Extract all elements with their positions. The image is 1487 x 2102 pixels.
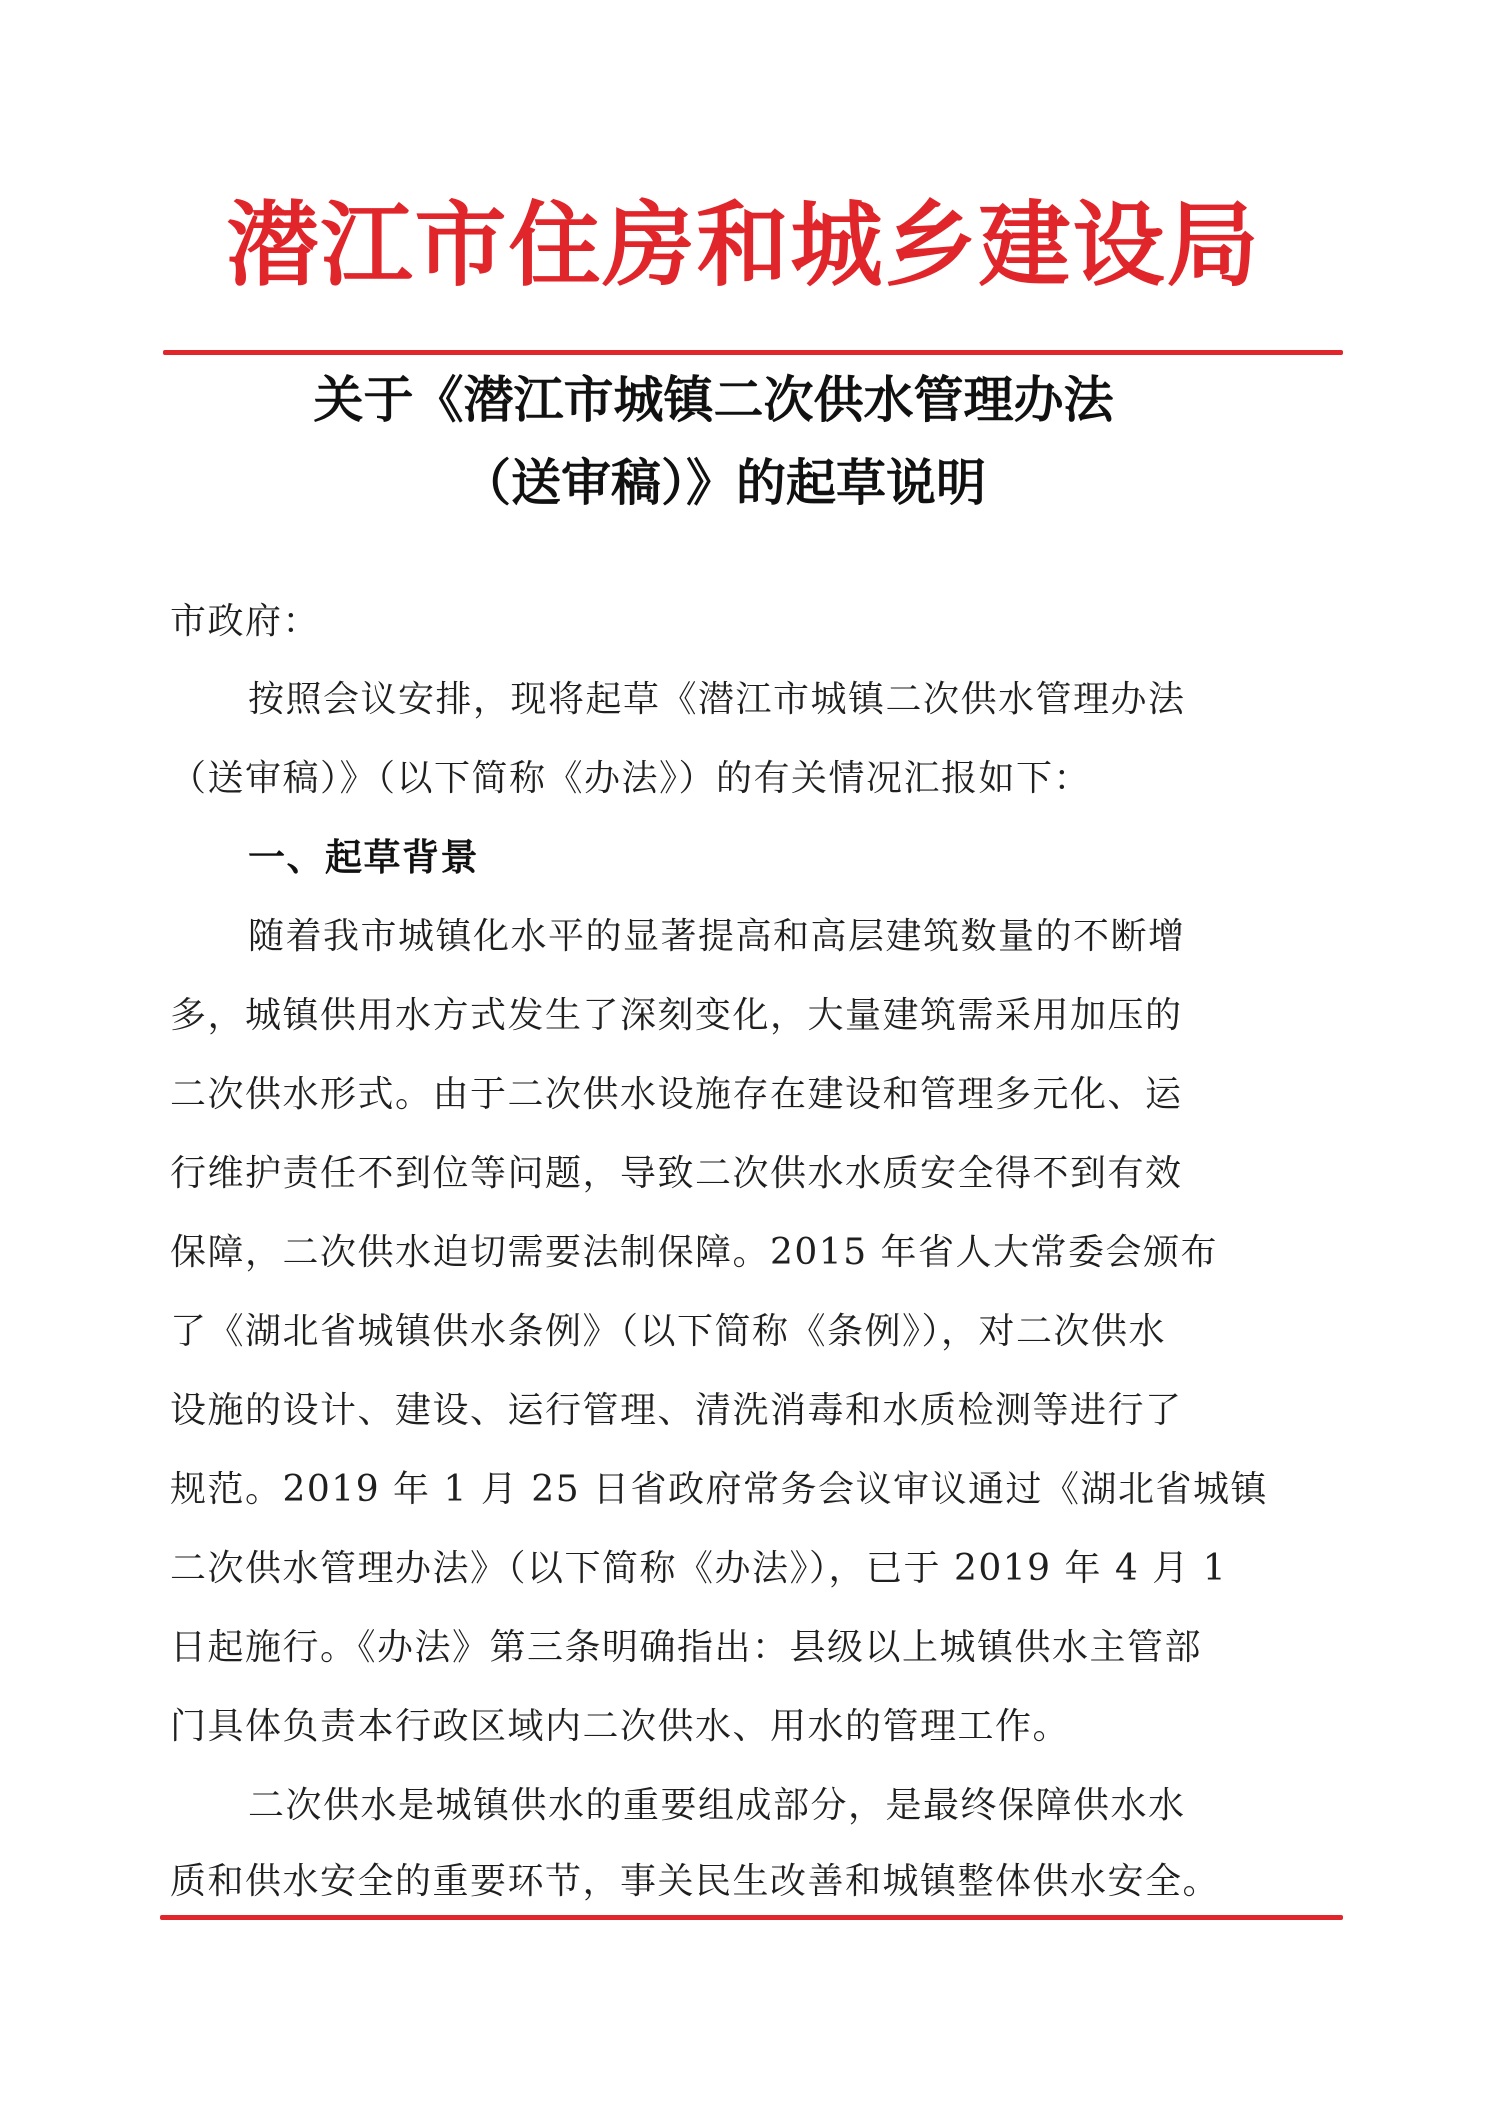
paragraph-line: 二次供水是城镇供水的重要组成部分，是最终保障供水水 xyxy=(248,1785,1186,1826)
footer-red-rule xyxy=(160,1915,1343,1920)
paragraph-line: 质和供水安全的重要环节，事关民生改善和城镇整体供水安全。 xyxy=(170,1861,1221,1902)
paragraph-line: 行维护责任不到位等问题，导致二次供水水质安全得不到有效 xyxy=(170,1153,1183,1194)
document-title-line-1: 关于《潜江市城镇二次供水管理办法 xyxy=(313,371,1114,429)
paragraph-line: 二次供水形式。由于二次供水设施存在建设和管理多元化、运 xyxy=(170,1074,1183,1115)
section-heading: 一、起草背景 xyxy=(248,836,479,879)
paragraph-line: 规范。2019 年 1 月 25 日省政府常务会议审议通过《湖北省城镇 xyxy=(170,1469,1269,1510)
paragraph-line: 门具体负责本行政区域内二次供水、用水的管理工作。 xyxy=(170,1706,1071,1747)
paragraph-line: 随着我市城镇化水平的显著提高和高层建筑数量的不断增 xyxy=(248,916,1186,957)
letterhead-red-rule xyxy=(163,350,1343,355)
paragraph-line: 设施的设计、建设、运行管理、清洗消毒和水质检测等进行了 xyxy=(170,1390,1183,1431)
paragraph-line: 保障，二次供水迫切需要法制保障。2015 年省人大常委会颁布 xyxy=(170,1232,1219,1273)
document-title-line-2: （送审稿）》的起草说明 xyxy=(461,454,986,512)
paragraph-line: （送审稿）》（以下简称《办法》）的有关情况汇报如下： xyxy=(170,758,1092,799)
letterhead-title: 潜江市住房和城乡建设局 xyxy=(226,191,1261,299)
paragraph-line: 按照会议安排，现将起草《潜江市城镇二次供水管理办法 xyxy=(248,679,1186,720)
paragraph-line: 日起施行。《办法》第三条明确指出：县级以上城镇供水主管部 xyxy=(170,1627,1203,1668)
salutation: 市政府： xyxy=(170,601,321,642)
paragraph-line: 二次供水管理办法》（以下简称《办法》），已于 2019 年 4 月 1 xyxy=(170,1548,1228,1589)
paragraph-line: 多，城镇供用水方式发生了深刻变化，大量建筑需采用加压的 xyxy=(170,995,1183,1036)
paragraph-line: 了《湖北省城镇供水条例》（以下简称《条例》），对二次供水 xyxy=(170,1311,1167,1352)
